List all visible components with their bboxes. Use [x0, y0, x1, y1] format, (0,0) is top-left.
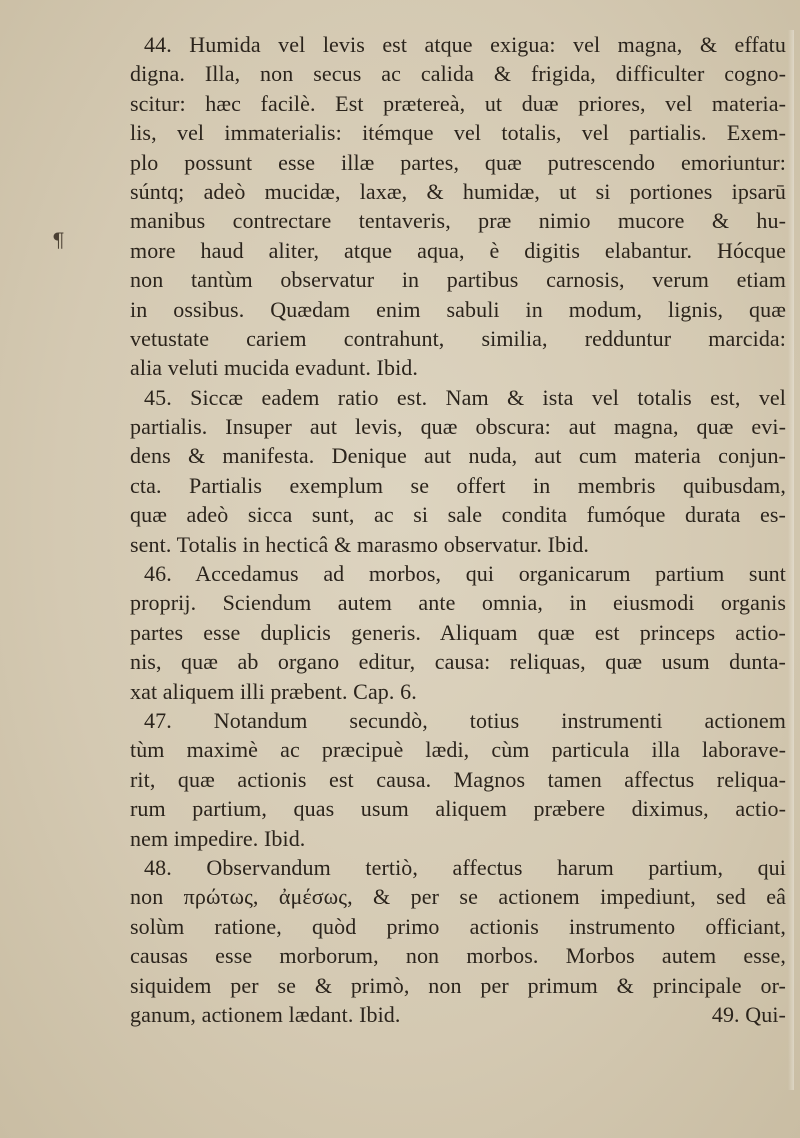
text-line: non πρώτως, ἀμέσως, & per se actionem impediunt, sed eâ [130, 884, 786, 910]
text-line: vetustate cariem contrahunt, similia, redduntur marcida: [130, 325, 786, 351]
text-line: dens & manifesta. Denique aut nuda, aut cum materia conjun- [130, 443, 786, 469]
text-line: plo possunt esse illæ partes, quæ putrescendo emoriuntur: [130, 149, 786, 175]
text-line: more haud aliter, atque aqua, è digitis elabantur. Hócque [130, 237, 786, 263]
page-edge-shading [788, 30, 794, 1090]
text-line: causas esse morborum, non morbos. Morbos autem esse, [130, 943, 786, 969]
text-line: digna. Illa, non secus ac calida & frigida, difficulter cogno- [130, 61, 786, 87]
text-line: manibus contrectare tentaveris, præ nimio mucore & hu- [130, 208, 786, 234]
text-line: non tantùm observatur in partibus carnosis, verum etiam [130, 267, 786, 293]
text-line: sent. Totalis in hecticâ & marasmo observatur. Ibid. [130, 531, 590, 557]
text-line: 48. Observandum tertiò, affectus harum partium, qui [144, 854, 786, 880]
text-line: lis, vel immaterialis: itémque vel totalis, vel partialis. Exem- [130, 120, 786, 146]
text-line: in ossibus. Quædam enim sabuli in modum, lignis, quæ [130, 296, 786, 322]
text-line: solùm ratione, quòd primo actionis instrumento officiant, [130, 913, 786, 939]
text-line: 45. Siccæ eadem ratio est. Nam & ista vel totalis est, vel [144, 384, 786, 410]
text-line: 47. Notandum secundò, totius instrumenti actionem [144, 707, 786, 733]
text-block [130, 30, 786, 1029]
text-line: nem impedire. Ibid. [130, 825, 306, 851]
text-line: quæ adeò sicca sunt, ac si sale condita fumóque durata es- [130, 502, 786, 528]
text-line: proprij. Sciendum autem ante omnia, in eiusmodi organis [130, 590, 786, 616]
text-line: cta. Partialis exemplum se offert in membris quibusdam, [130, 472, 786, 498]
text-line: alia veluti mucida evadunt. Ibid. [130, 355, 418, 381]
margin-mark: ¶ [52, 228, 65, 252]
text-line-content: ganum, actionem lædant. Ibid. [130, 1001, 401, 1027]
text-line: rum partium, quas usum aliquem præbere diximus, actio- [130, 796, 786, 822]
text-line: súntq; adeò mucidæ, laxæ, & humidæ, ut si portiones ipsarū [130, 178, 786, 204]
text-line: siquidem per se & primò, non per primum & principale or- [130, 972, 786, 998]
text-line: partes esse duplicis generis. Aliquam quæ est princeps actio- [130, 619, 786, 645]
text-line-final [130, 1000, 786, 1029]
text-line: partialis. Insuper aut levis, quæ obscura: aut magna, quæ evi- [130, 414, 786, 440]
catchword: 49. Qui- [711, 1001, 786, 1027]
text-line: scitur: hæc facilè. Est prætereà, ut duæ priores, vel materia- [130, 90, 786, 116]
text-line: 46. Accedamus ad morbos, qui organicarum partium sunt [144, 561, 786, 587]
text-line: tùm maximè ac præcipuè lædi, cùm particula illa laborave- [130, 737, 786, 763]
text-line: 44. Humida vel levis est atque exigua: vel magna, & effatu [144, 32, 786, 57]
text-line: rit, quæ actionis est causa. Magnos tamen affectus reliqua- [130, 766, 786, 792]
text-line: nis, quæ ab organo editur, causa: reliquas, quæ usum dunta- [130, 649, 786, 675]
text-line: xat aliquem illi præbent. Cap. 6. [130, 678, 417, 704]
